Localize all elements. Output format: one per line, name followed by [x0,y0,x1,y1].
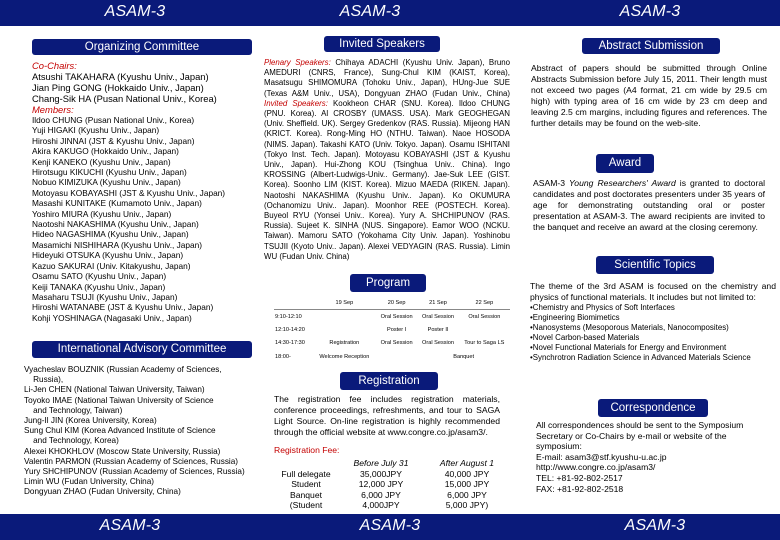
topic-item: •Nanosystems (Mesoporous Materials, Nanocomposites) [530,323,729,332]
cochair-entry: Atsushi TAKAHARA (Kyushu Univ., Japan) [32,71,209,82]
contact-line: TEL: +81-92-802-2517 [536,472,623,483]
contact-line: E-mail: asam3@stf.kyushu-u.ac.jp [536,451,667,462]
session-cell: Poster I [386,326,407,333]
member-entry: Kazuo SAKURAI (Univ. Kitakyushu, Japan) [32,260,191,271]
advisory-member-entry: Valentin PARMON (Russian Academy of Sciences, Russia) [24,456,239,466]
abstract-submission-text: Abstract of papers should be submitted through Online Abstracts Submission before July 15, 2011. Their length must not exceed two pages (A4 format, 21 cm wide by 29.5 cm high) with typing area of 16 cm wide by 23 cm deep and leaving 2.5 cm margins, including figures and references. The further details may be found on the web-site. [531,63,767,129]
award-heading: Award [596,154,654,173]
advisory-member-entry: Sung Chul KIM (Korea Advanced Institute of Science [24,426,216,436]
banner-title: ASAM-3 [359,517,421,534]
day-header: 22 Sep [459,296,510,310]
invited-speakers: Kookheon CHAR (SNU. Korea). Ildoo CHUNG (PNU. Korea). Al CROSBY (UMASS. USA). Mark GEOGHEGAN (Univ. Sheffield. UK). Sergey Gredenkov (RAS. Russia). Mijeong HAN (KRICT. Korea). Rong-Ming HO (NTHU. Taiwan). Naoe HOSODA (NIMS. Japan). Takashi KATO (Univ. Tokyo. Japan). Osamu ISHITANI (Tokyo Inst. Tech. Japan). Motoyasu KOBAYASHI (JST & Kyushu Univ., Japan). Hui-Zhong KOU (Tsinghua Univ.. China). Ingo KROSSING (Albert-Ludwigs-Univ.. Germany). Jae-Suk LEE (GIST. Korea). Soonho LIM (KIST. Korea). Mizuo MAEDA (RIKEN. Japan). Naotoshi NAKASHIMA (Kyushu Univ.. Japan). Ko OKUMURA (Ochanomizu Univ.. Japan). Moonhor REE (POSTECH. Korea). Buyeol RYU (Yonsei Univ.. Korea). Yury A. SHCHIPUNOV (RAS. Russia). Sujeet K. SINHA (NUS. Singapore). Eamor WOO (NCKU. Taiwan). Mamoru SATO (Yokohama City Univ. Japan). Yoshinobu TSUJII (Kyoto Univ.. Japan). Alexei VEDYAGIN (RAS. Russia). Limin WU (Fudan Univ. China) [264,98,510,261]
session-cell [313,310,376,324]
topics-intro: The theme of the 3rd ASAM is focused on the chemistry and physics of functional materials. It includes but not limited to: [530,281,776,303]
table-row [274,310,510,324]
session-cell [376,350,417,364]
member-entry: Kenji KANEKO (Kyushu Univ., Japan) [32,156,171,167]
table-row [274,350,510,364]
member-entry: Hiroshi JINNAI (JST & Kyushu Univ., Japan) [32,135,195,146]
cochairs-label: Co-Chairs: [32,60,77,71]
member-entry: Masamichi NISHIHARA (Kyushu Univ., Japan) [32,239,202,250]
topic-item: •Synchrotron Radiation Science in Advanced Materials Science [530,352,751,362]
organizing-committee [32,60,252,323]
advisory-member-entry: Yury SHCHIPUNOV (Russian Academy of Sciences, Russia) [24,467,245,477]
fee-cell: 40,000 JPY [444,468,490,479]
time-cell: 9:10-12:10 [275,313,302,320]
member-entry: Naotoshi NAKASHIMA (Kyushu Univ., Japan) [32,219,199,230]
session-cell: Oral Session [422,313,455,320]
advisory-member-entry: and Technology, Taiwan) [24,405,123,415]
member-entry: Ildoo CHUNG (Pusan National Univ., Korea) [32,115,195,125]
correspondence [536,420,766,494]
cochair-entry: Chang-Sik HA (Pusan National Univ., Korea) [32,93,217,104]
topic-item: •Novel Carbon-based Materials [530,332,640,342]
session-cell: Poster II [427,326,449,333]
session-cell: Tour to Saga LS [464,340,505,347]
member-entry: Hideyuki OTSUKA (Kyushu Univ., Japan) [32,250,184,261]
member-entry: Masashi KUNITAKE (Kumamoto Univ., Japan) [32,198,202,209]
member-entry: Yuji HIGAKI (Kyushu Univ., Japan) [32,125,160,136]
banner-title: ASAM-3 [99,517,161,534]
day-header: 21 Sep [417,296,458,310]
table-row [274,323,510,337]
fee-row [274,490,510,501]
organizing-committee-heading: Organizing Committee [32,39,252,55]
fee-cell: 35,000JPY [359,468,403,479]
advisory-member-entry: Li-Jen CHEN (National Taiwan University, Taiwan) [24,385,205,395]
advisory-member-entry: Vyacheslav BOUZNIK (Russian Academy of Sciences, [24,365,222,374]
contact-line: http://www.congre.co.jp/asam3/ [536,462,656,473]
fee-column-header: Before July 31 [353,458,409,468]
award-lead: ASAM-3 [533,178,565,188]
fee-cell: 6,000 JPY [447,489,487,500]
member-entry: Hiroshi WATANABE (JST & Kyushu Univ., Japan) [32,302,214,313]
member-entry: Motoyasu KOBAYASHI (JST & Kyushu Univ., Japan) [32,187,226,198]
session-cell: Oral Session [422,340,455,347]
advisory-committee-heading: International Advisory Committee [32,341,252,358]
cochair-entry: Jian Ping GONG (Hokkaido Univ., Japan) [32,82,204,93]
correspondence-heading: Correspondence [598,399,708,417]
member-entry: Akira KAKUGO (Hokkaido Univ., Japan) [32,146,179,157]
day-header: 20 Sep [376,296,417,310]
fee-cell: 12,000 JPY [358,479,404,490]
banner-title: ASAM-3 [104,3,166,20]
member-entry: Nobuo KIMIZUKA (Kyushu Univ., Japan) [32,177,181,188]
invited-label: Invited Speakers: [264,98,328,108]
invited-speakers-heading: Invited Speakers [324,36,440,52]
banner-title: ASAM-3 [339,3,401,20]
invited-speakers-text [264,58,510,262]
session-cell: Welcome Reception [319,353,370,360]
top-banner [0,0,780,26]
plenary-label: Plenary Speakers: [264,58,331,67]
session-cell [459,323,510,337]
scientific-topics-heading: Scientific Topics [596,256,714,274]
banner-title: ASAM-3 [619,3,681,20]
topics-list [530,303,776,362]
time-cell: 14:30-17:30 [275,340,305,347]
correspondence-text: All correspondences should be sent to the Symposium Secretary or Co-Chairs by e-mail or website of the symposium: [536,420,744,452]
advisory-member-entry: Russia), [24,375,64,385]
topic-item: •Chemistry and Physics of Soft Interfaces [530,303,675,313]
session-cell: Oral Session [380,340,413,347]
member-entry: Hideo NAGASHIMA (Kyushu Univ., Japan) [32,229,189,240]
members-list [32,115,252,323]
time-cell: 18:00- [275,353,291,360]
member-entry: Kohji YOSHINAGA (Nagasaki Univ., Japan) [32,312,192,323]
member-entry: Masaharu TSUJI (Kyushu Univ., Japan) [32,291,178,302]
table-row [274,337,510,351]
fee-column-header: After August 1 [439,458,495,468]
members-label: Members: [32,104,74,115]
fee-cell: 6,000 JPY [361,489,401,500]
member-entry: Yoshiro MIURA (Kyushu Univ., Japan) [32,208,172,219]
registration-text: The registration fee includes registration materials, conference proceedings, refreshments, and tour to SAGA Light Source. On-line registration is highly recommended through the official website at www.congre.co.jp/asam3/. [274,394,500,438]
session-cell: Oral Session [380,313,413,320]
registration-heading: Registration [340,372,438,390]
advisory-member-entry: Limin WU (Fudan University, China) [24,477,154,487]
advisory-member-entry: Toyoko IMAE (National Taiwan University of Science [24,395,214,405]
advisory-member-entry: Dongyuan ZHAO (Fudan University, China) [24,487,181,497]
award-body: is granted to doctoral candidates and post doctorates presenters under 35 years of age for demonstrating outstanding oral or poster presentation at ASAM-3. The award recipients are invited to the banquet and receive an award at the closing ceremony. [533,178,766,233]
award-text [533,178,765,233]
session-cell: Oral Session [468,313,501,320]
fee-cell: Banquet [289,489,323,500]
fee-cell: (Student [289,500,323,511]
award-name: Young Researchers' Award [569,178,676,188]
session-cell: Banquet [453,353,475,360]
abstract-submission-heading: Abstract Submission [582,38,720,54]
fee-row [274,479,510,490]
table-corner [274,296,313,310]
registration-fee-table [274,458,510,511]
scientific-topics [530,281,776,363]
contact-line: FAX: +81-92-802-2518 [536,483,624,494]
member-entry: Hirotsugu KIKUCHI (Kyushu Univ., Japan) [32,167,187,178]
advisory-member-entry: Alexei KHOKHLOV (Moscow State University, Russia) [24,446,221,456]
registration-fee-label: Registration Fee: [274,445,340,455]
fee-cell: 5,000 JPY) [445,500,489,511]
day-header: 19 Sep [313,296,376,310]
fee-cell: 4,000JPY [362,500,400,511]
advisory-committee-list [24,365,264,498]
advisory-member-entry: Jung-Il JIN (Korea University, Korea) [24,416,157,426]
plenary-speakers: Chihaya ADACHI (Kyushu Univ. Japan), Bruno AMEDURI (CNRS, France), Sung-Chul KIM (KAIST, Korea), Masatsugu SHIMOMURA (Tohoku Univ., Japan), HUng-Jue SUE (Texas A&M Univ., USA), Dongyuan ZHAO (Fudan Univ., China) [264,58,510,98]
topic-item: •Novel Functional Materials for Energy and Environment [530,342,727,352]
fee-row [274,469,510,480]
session-cell: Registration [329,340,360,347]
time-cell: 12:10-14:20 [275,326,305,333]
fee-cell: Student [291,479,321,490]
member-entry: Keiji TANAKA (Kyushu Univ., Japan) [32,281,166,292]
fee-column-header [274,458,338,469]
session-cell [313,323,376,337]
member-entry: Osamu SATO (Kyushu Univ., Japan) [32,271,167,282]
fee-row [274,500,510,511]
cochairs-list [32,71,252,104]
bottom-banner [0,514,780,540]
program-heading: Program [350,274,426,292]
topic-item: •Engineering Biomimetics [530,313,620,323]
fee-cell: Full delegate [281,468,331,479]
advisory-member-entry: and Technology, Korea) [24,436,119,446]
correspondence-contacts [536,452,766,494]
fee-cell: 15,000 JPY [444,479,490,490]
program-table [274,296,510,364]
banner-title: ASAM-3 [624,517,686,534]
